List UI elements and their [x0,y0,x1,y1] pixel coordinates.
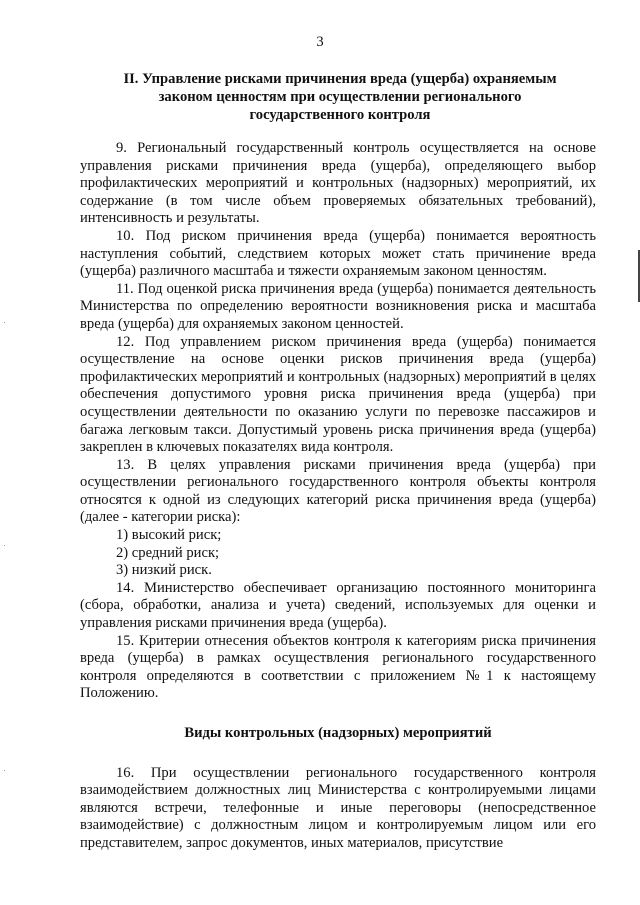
scan-dot [4,545,5,546]
paragraph-11: 11. Под оценкой риска причинения вреда (ущерба) понимается деятельность Министерства по определению вероятности возникновения риска и масштаба вреда (ущерба) для охраняемых законом ценностей. [80,280,596,332]
risk-list-item-high: 1) высокий риск; [116,527,222,544]
paragraph-13: 13. В целях управления рисками причинения вреда (ущерба) при осуществлении регионального государственного контроля объекты контроля относятся к одной из следующих категорий риска причинения вреда (ущерба) (далее - категории риска): [80,456,596,526]
scan-dot [4,322,5,323]
subheading: Виды контрольных (надзорных) мероприятий [184,725,492,741]
document-body [80,140,596,853]
risk-list-item-medium: 2) средний риск; [116,544,220,561]
paragraph-9: 9. Региональный государственный контроль осуществляется на основе управления рисками причинения вреда (ущерба), определяющего выбор профилактических мероприятий и контрольных (надзорных) мероприятий, их содержание (в том числе объем проверяемых обязательных требований), интенсивность и результаты. [80,140,596,227]
paragraph-16: 16. При осуществлении регионального государственного контроля взаимодействием должностных лиц Министерства с контролируемыми лицами являются встречи, телефонные и иные переговоры (непосредственное взаимодействие) с должностным лицом и контролируемым лицом или его представителем, запрос документов, иных материалов, присутствие [80,764,596,851]
paragraph-14: 14. Министерство обеспечивает организацию постоянного мониторинга (сбора, обработки, анализа и учета) сведений, используемых для оценки и управления рисками причинения вреда (ущерба). [80,579,596,632]
paragraph-12: 12. Под управлением риском причинения вреда (ущерба) понимается осуществление на основе оценки рисков причинения вреда (ущерба) профилактических мероприятий и контрольных (надзорных) мероприятий в целях обеспечения допустимого уровня риска причинения вреда (ущерба) при осуществлении деятельности по оказанию услуги по перевозке пассажиров и багажа легковым такси. Допустимый уровень риска причинения вреда (ущерба) закреплен в ключевых показателях вида контроля. [80,333,596,456]
section-title: II. Управление рисками причинения вреда (ущерба) охраняемым законом ценностям при осуществлении регионального государственного контроля [123,71,557,123]
paragraph-15: 15. Критерии отнесения объектов контроля к категориям риска причинения вреда (ущерба) в рамках осуществления регионального государственного контроля определяются в соответствии с приложением №1 к настоящему Положению. [80,632,596,702]
scan-dot [4,770,5,771]
paragraph-10: 10. Под риском причинения вреда (ущерба) понимается вероятность наступления событий, следствием которых может стать причинение вреда (ущерба) различного масштаба и тяжести охраняемым законом ценностям. [80,227,596,280]
page-number: 3 [316,34,324,50]
risk-list-item-low: 3) низкий риск. [116,562,212,579]
